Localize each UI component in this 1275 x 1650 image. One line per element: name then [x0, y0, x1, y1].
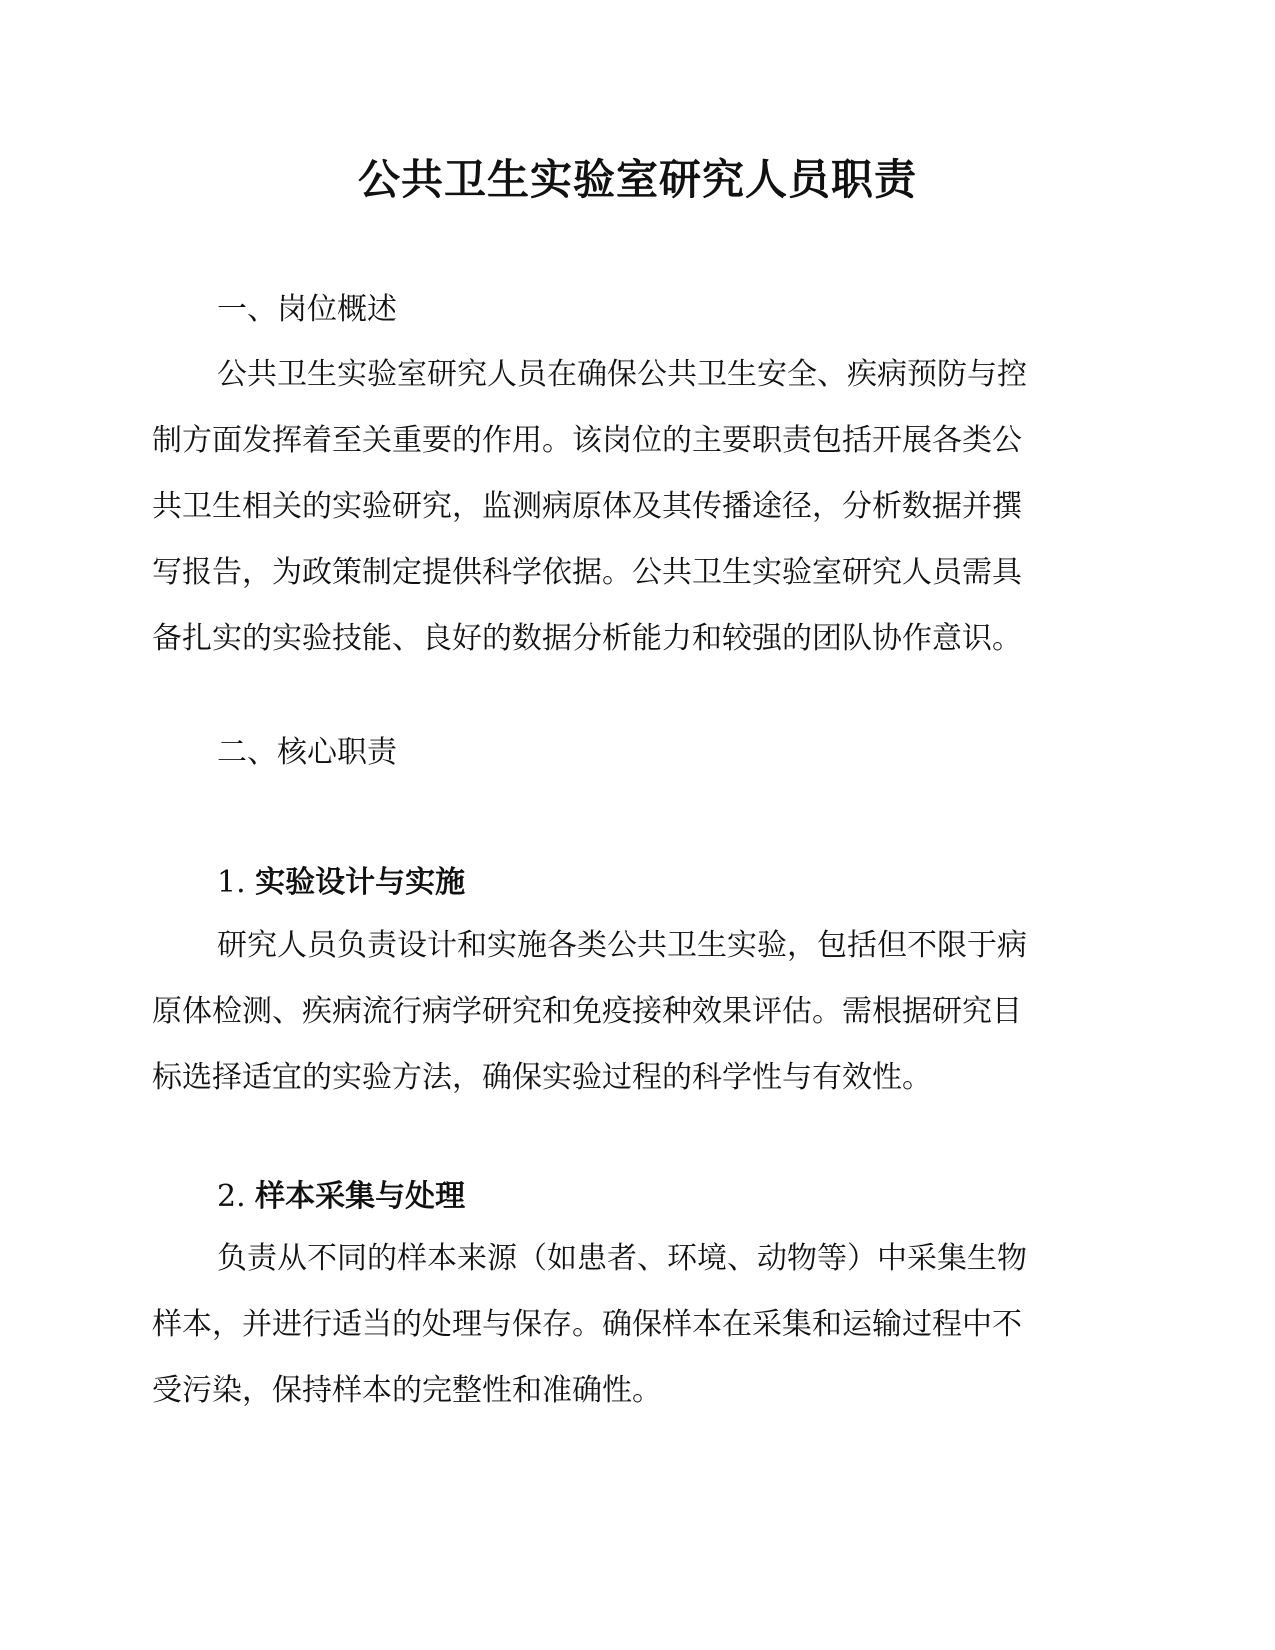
duty-title: 样本采集与处理	[255, 1179, 466, 1214]
duty-number: 2.	[217, 1179, 256, 1214]
duty-number: 1.	[217, 865, 256, 900]
section-heading-overview: 一、岗位概述	[217, 292, 397, 327]
paragraph-line: 制方面发挥着至关重要的作用。该岗位的主要职责包括开展各类公	[152, 423, 1022, 458]
duty-title: 实验设计与实施	[255, 865, 466, 900]
paragraph-line: 样本，并进行适当的处理与保存。确保样本在采集和运输过程中不	[152, 1307, 1022, 1342]
paragraph-line: 备扎实的实验技能、良好的数据分析能力和较强的团队协作意识。	[152, 621, 1022, 656]
paragraph-line: 研究人员负责设计和实施各类公共卫生实验，包括但不限于病	[217, 928, 1027, 963]
sample-collection-paragraph	[152, 1226, 1122, 1424]
duty-heading-sample-collection	[217, 1177, 465, 1217]
paragraph-line: 原体检测、疾病流行病学研究和免疫接种效果评估。需根据研究目	[152, 994, 1022, 1029]
paragraph-line: 标选择适宜的实验方法，确保实验过程的科学性与有效性。	[152, 1060, 932, 1095]
section-heading-core-duties: 二、核心职责	[217, 735, 397, 770]
document-title: 公共卫生实验室研究人员职责	[357, 155, 917, 204]
duty-heading-experiment-design	[217, 863, 465, 903]
paragraph-line: 受污染，保持样本的完整性和准确性。	[152, 1373, 662, 1408]
paragraph-line: 共卫生相关的实验研究，监测病原体及其传播途径，分析数据并撰	[152, 489, 1022, 524]
paragraph-line: 公共卫生实验室研究人员在确保公共卫生安全、疾病预防与控	[217, 357, 1027, 392]
overview-paragraph	[152, 342, 1122, 672]
paragraph-line: 写报告，为政策制定提供科学依据。公共卫生实验室研究人员需具	[152, 555, 1022, 590]
paragraph-line: 负责从不同的样本来源（如患者、环境、动物等）中采集生物	[217, 1241, 1027, 1276]
experiment-design-paragraph	[152, 913, 1122, 1111]
